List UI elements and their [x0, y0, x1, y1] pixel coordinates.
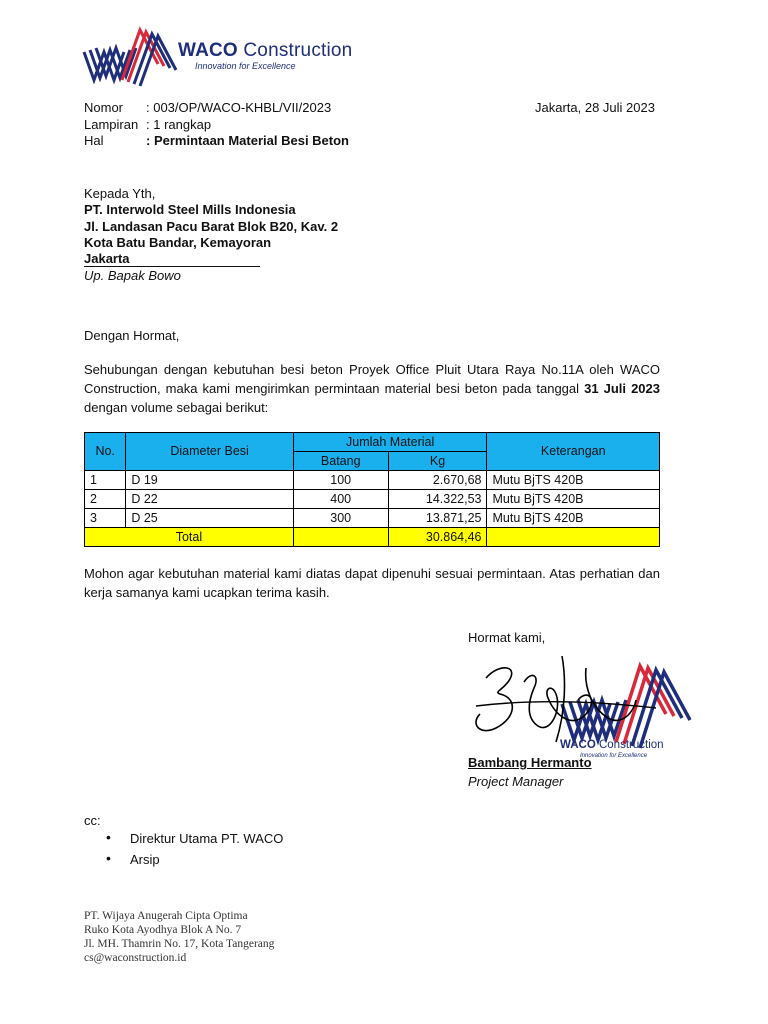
- cell-kg: 2.670,68: [388, 471, 487, 490]
- cell-keterangan: Mutu BjTS 420B: [487, 509, 660, 528]
- lampiran-label: Lampiran: [84, 117, 139, 132]
- total-label: Total: [85, 528, 294, 547]
- col-keterangan-header: Keterangan: [487, 433, 660, 471]
- recipient-attention: Up. Bapak Bowo: [84, 268, 181, 283]
- table-row: [85, 490, 660, 509]
- col-jumlah-header: Jumlah Material: [293, 433, 487, 452]
- cell-no: 1: [85, 471, 126, 490]
- recipient-address-1: Jl. Landasan Pacu Barat Blok B20, Kav. 2: [84, 219, 339, 234]
- col-diameter-header: Diameter Besi: [126, 433, 293, 471]
- hal-value: : Permintaan Material Besi Beton: [146, 133, 349, 148]
- body-paragraph: Sehubungan dengan kebutuhan besi beton Proyek Office Pluit Utara Raya No.11A oleh WACO Construction, maka kami mengirimkan permintaan material besi beton pada tanggal 31 Juli 2023 dengan volume sebagai berikut:: [84, 362, 660, 415]
- nomor-label: Nomor: [84, 100, 124, 115]
- cc-item: Arsip: [130, 852, 160, 867]
- closing-paragraph: Mohon agar kebutuhan material kami diatas dapat dipenuhi sesuai permintaan. Atas perhatian dan kerja samanya kami ucapkan terima kasih.: [84, 566, 660, 600]
- cell-kg: 14.322,53: [388, 490, 487, 509]
- table-row: [85, 509, 660, 528]
- total-batang: [293, 528, 388, 547]
- signer-title: Project Manager: [468, 774, 564, 789]
- col-batang-header: Batang: [293, 452, 388, 471]
- cell-diameter: D 19: [126, 471, 293, 490]
- cell-no: 2: [85, 490, 126, 509]
- recipient-greeting: Kepada Yth,: [84, 186, 156, 201]
- total-keterangan: [487, 528, 660, 547]
- recipient-underline: [84, 266, 260, 267]
- footer-address-2: Jl. MH. Thamrin No. 17, Kota Tangerang: [84, 938, 275, 950]
- total-kg: 30.864,46: [388, 528, 487, 547]
- recipient-company: PT. Interwold Steel Mills Indonesia: [84, 202, 296, 217]
- col-no-header: No.: [85, 433, 126, 471]
- signer-name: Bambang Hermanto: [468, 755, 592, 770]
- table-row: [85, 471, 660, 490]
- cell-keterangan: Mutu BjTS 420B: [487, 471, 660, 490]
- company-name: WACO Construction: [178, 40, 353, 61]
- cell-keterangan: Mutu BjTS 420B: [487, 490, 660, 509]
- footer-email: cs@waconstruction.id: [84, 952, 187, 964]
- stamp-tagline: Innovation for Excellence: [580, 753, 648, 759]
- lampiran-value: : 1 rangkap: [146, 117, 212, 132]
- letter-date: Jakarta, 28 Juli 2023: [535, 100, 655, 115]
- cell-batang: 300: [293, 509, 388, 528]
- signature-closing: Hormat kami,: [468, 630, 546, 645]
- cc-label: cc:: [84, 813, 101, 828]
- cc-item: Direktur Utama PT. WACO: [130, 831, 284, 846]
- bullet-icon: •: [106, 850, 111, 866]
- table-total-row: [85, 528, 660, 547]
- cell-batang: 100: [293, 471, 388, 490]
- bullet-icon: •: [106, 829, 111, 845]
- cell-no: 3: [85, 509, 126, 528]
- footer-company: PT. Wijaya Anugerah Cipta Optima: [84, 910, 248, 922]
- nomor-value: : 003/OP/WACO-KHBL/VII/2023: [146, 100, 332, 115]
- material-table: [84, 432, 660, 547]
- cell-kg: 13.871,25: [388, 509, 487, 528]
- salutation: Dengan Hormat,: [84, 328, 180, 343]
- footer-address-1: Ruko Kota Ayodhya Blok A No. 7: [84, 924, 242, 936]
- col-kg-header: Kg: [388, 452, 487, 471]
- cell-diameter: D 25: [126, 509, 293, 528]
- cell-batang: 400: [293, 490, 388, 509]
- table-header-row: [85, 433, 660, 452]
- company-tagline: Innovation for Excellence: [195, 61, 296, 71]
- stamp-brand: WACO Construction: [560, 739, 664, 751]
- hal-label: Hal: [84, 133, 104, 148]
- waco-logo-mark-icon: [82, 24, 178, 92]
- cell-diameter: D 22: [126, 490, 293, 509]
- recipient-address-2: Kota Batu Bandar, Kemayoran: [84, 235, 272, 250]
- recipient-city: Jakarta: [84, 251, 130, 266]
